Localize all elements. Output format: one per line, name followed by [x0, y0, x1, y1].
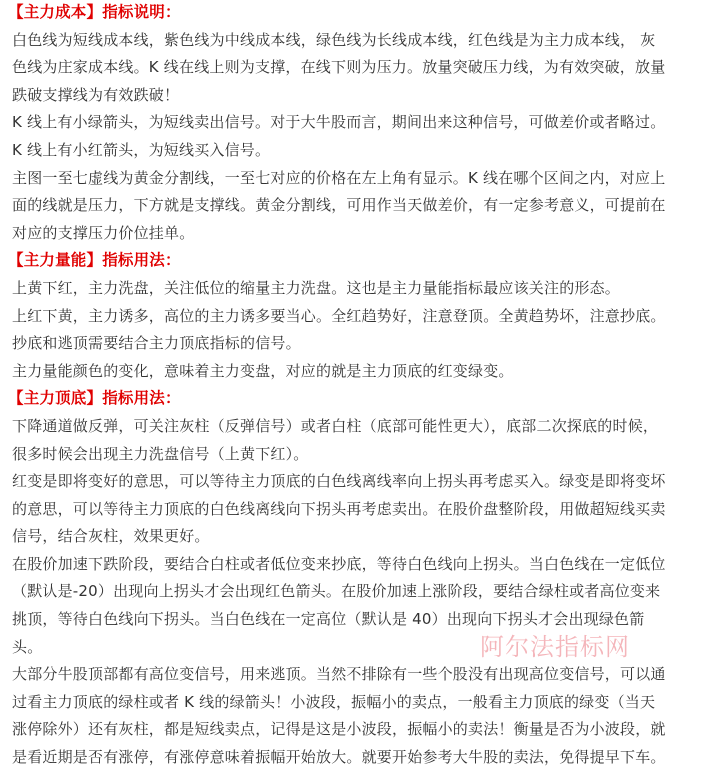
- text-line: 上红下黄，主力诱多，高位的主力诱多要当心。全红趋势好，注意登顶。全黄趋势坏，注意抄底。: [12, 306, 666, 325]
- text-line: 很多时候会出现主力洗盘信号（上黄下红）。: [12, 444, 309, 463]
- section-main-cost: [8, 0, 712, 247]
- section-heading: 【主力顶底】指标用法：: [8, 389, 181, 408]
- text-line: 在股价加速下跌阶段，要结合白柱或者低位变来抄底，等待白色线向上拐头。当白色线在一定低位: [12, 554, 666, 573]
- section-heading: 【主力成本】指标说明：: [8, 3, 181, 21]
- text-line: 跌破支撑线为有效跌破！: [12, 85, 180, 104]
- text-line: 白色线为短线成本线，紫色线为中线成本线，绿色线为长线成本线，红色线是为主力成本线， 灰: [12, 30, 656, 49]
- section-main-volume: [8, 247, 712, 385]
- text-line: K 线上有小绿箭头，为短线卖出信号。对于大牛股而言，期间出来这种信号，可做差价或者略过。: [12, 113, 666, 132]
- text-line: 主图一至七虚线为黄金分割线，一至七对应的价格在左上角有显示。K 线在哪个区间之内，对应上: [12, 168, 666, 187]
- text-line: 大部分牛股顶部都有高位变信号，用来逃顶。当然不排除有一些个股没有出现高位变信号，可以通: [12, 665, 666, 684]
- document-body: [8, 0, 712, 772]
- text-line: 色线为庄家成本线。K 线在线上则为支撑，在线下则为压力。放量突破压力线，为有效突破，放量: [12, 58, 666, 77]
- text-line: （默认是-20）出现向上拐头才会出现红色箭头。在股价加速上涨阶段，要结合绿柱或者高位变来: [12, 582, 661, 601]
- text-line: 是看近期是否有涨停，有涨停意味着振幅开始放大。就要开始参考大牛股的卖法，免得提早下车。: [12, 748, 666, 767]
- watermark: 阿尔法指标网: [480, 633, 630, 661]
- text-line: 信号，结合灰柱，效果更好。: [12, 527, 210, 546]
- text-line: 对应的支撑压力价位挂单。: [12, 223, 195, 242]
- text-line: 头。: [12, 637, 43, 656]
- text-line: 挑顶，等待白色线向下拐头。当白色线在一定高位（默认是 40）出现向下拐头才会出现绿色箭: [12, 610, 645, 629]
- text-line: 主力量能颜色的变化，意味着主力变盘，对应的就是主力顶底的红变绿变。: [12, 361, 514, 380]
- section-main-top-bottom: [8, 385, 712, 771]
- text-line: 过看主力顶底的绿柱或者 K 线的绿箭头！小波段，振幅小的卖点，一般看主力顶底的绿变（当天: [12, 692, 656, 711]
- text-line: 涨停除外）还有灰柱，都是短线卖点，记得是这是小波段，振幅小的卖法！衡量是否为小波段，就: [12, 720, 666, 739]
- text-line: 下降通道做反弹，可关注灰柱（反弹信号）或者白柱（底部可能性更大），底部二次探底的时候，: [12, 416, 659, 435]
- text-line: 面的线就是压力，下方就是支撑线。黄金分割线，可用作当天做差价，有一定参考意义，可提前在: [12, 196, 666, 215]
- text-line: 红变是即将变好的意思，可以等待主力顶底的白色线离线率向上拐头再考虑买入。绿变是即将变坏: [12, 472, 666, 491]
- text-line: 的意思，可以等待主力顶底的白色线离线向下拐头再考虑卖出。在股价盘整阶段，用做超短线买卖: [12, 499, 666, 518]
- text-line: 上黄下红，主力洗盘，关注低位的缩量主力洗盘。这也是主力量能指标最应该关注的形态。: [12, 278, 621, 297]
- section-heading: 【主力量能】指标用法：: [8, 251, 181, 270]
- text-line: 抄底和逃顶需要结合主力顶底指标的信号。: [12, 334, 301, 353]
- text-line: K 线上有小红箭头，为短线买入信号。: [12, 140, 271, 159]
